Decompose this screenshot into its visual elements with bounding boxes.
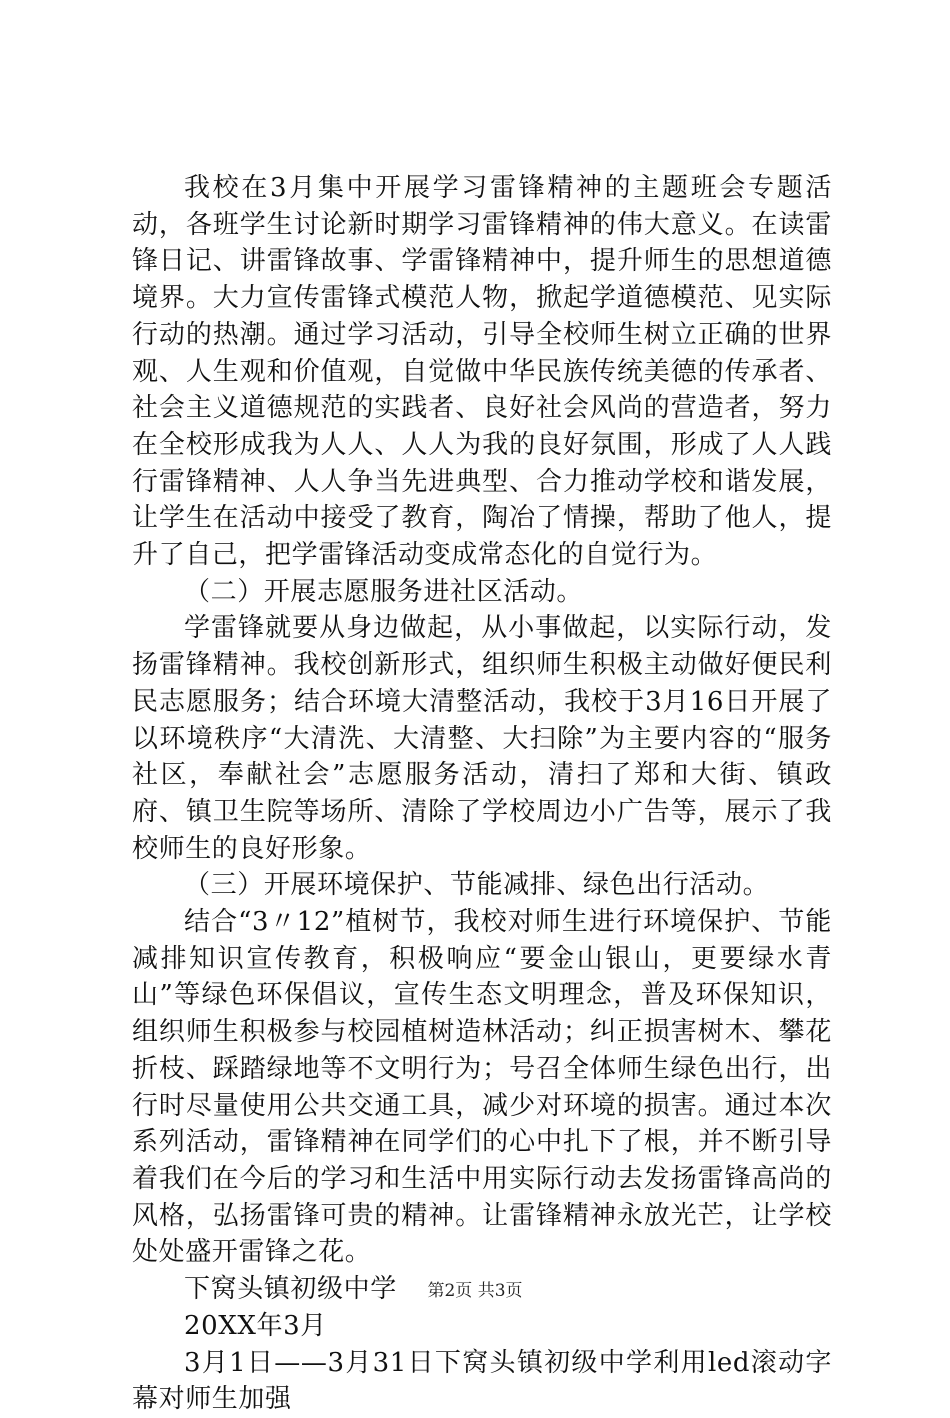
- paragraph-lei-feng-class-meeting: 我校在3月集中开展学习雷锋精神的主题班会专题活动，各班学生讨论新时期学习雷锋精神的伟大意义。在读雷锋日记、讲雷锋故事、学雷锋精神中，提升师生的思想道德境界。大力宣传雷锋式模范人物，掀起学道德模范、见实际行动的热潮。通过学习活动，引导全校师生树立正确的世界观、人生观和价值观，自觉做中华民族传统美德的传承者、社会主义道德规范的实践者、良好社会风尚的营造者，努力在全校形成我为人人、人人为我的良好氛围，形成了人人践行雷锋精神、人人争当先进典型、合力推动学校和谐发展，让学生在活动中接受了教育，陶冶了情操，帮助了他人，提升了自己，把学雷锋活动变成常态化的自觉行为。: [132, 173, 832, 571]
- heading-volunteer-service: （二）开展志愿服务进社区活动。: [184, 576, 584, 607]
- document-body: [132, 170, 832, 1418]
- signature-school-name: 下窝头镇初级中学: [184, 1274, 397, 1305]
- heading-environment-protection: （三）开展环境保护、节能减排、绿色出行活动。: [184, 870, 770, 901]
- paragraph-volunteer-service: 学雷锋就要从身边做起，从小事做起，以实际行动，发扬雷锋精神。我校创新形式，组织师生积极主动做好便民利民志愿服务；结合环境大清整活动，我校于3月16日开展了以环境秩序“大清洗、大清整、大扫除”为主要内容的“服务社区，奉献社会”志愿服务活动，清扫了郑和大街、镇政府、镇卫生院等场所、清除了学校周边小广告等，展示了我校师生的良好形象。: [132, 613, 832, 864]
- paragraph-environment-protection: 结合“3〃12”植树节，我校对师生进行环境保护、节能减排知识宣传教育，积极响应“要金山银山，更要绿水青山”等绿色环保倡议，宣传生态文明理念，普及环保知识，组织师生积极参与校园植树造林活动；纠正损害树木、攀花折枝、踩踏绿地等不文明行为；号召全体师生绿色出行，出行时尽量使用公共交通工具，减少对环境的损害。通过本次系列活动，雷锋精神在同学们的心中扎下了根，并不断引导着我们在今后的学习和生活中用实际行动去发扬雷锋高尚的风格，弘扬雷锋可贵的精神。让雷锋精神永放光芒，让学校处处盛开雷锋之花。: [132, 907, 832, 1268]
- page-number-footer: 第2页 共3页: [427, 1281, 523, 1301]
- paragraph-led-scroll: 3月1日——3月31日下窝头镇初级中学利用led滚动字幕对师生加强: [132, 1347, 832, 1415]
- signature-date: 20XX年3月: [184, 1310, 327, 1341]
